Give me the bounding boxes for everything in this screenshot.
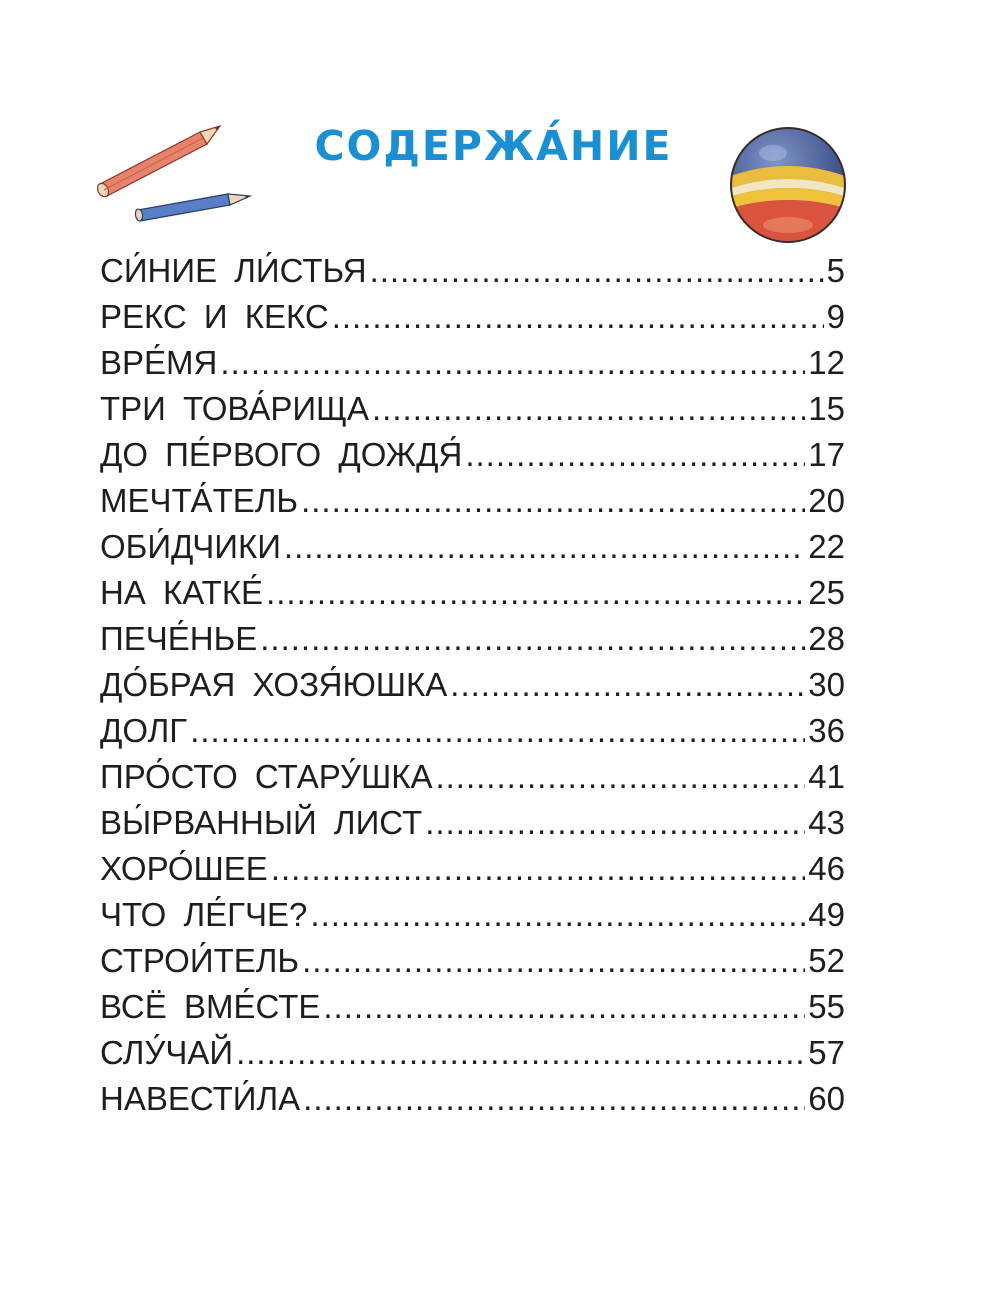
toc-entry-title: СИ́НИЕ ЛИ́СТЬЯ: [100, 252, 367, 289]
toc-entry[interactable]: [100, 478, 845, 524]
toc-entry-page: 52: [808, 942, 845, 979]
toc-dot-leader: [271, 846, 805, 892]
toc-entry-page: 36: [808, 712, 845, 749]
toc-entry[interactable]: [100, 570, 845, 616]
toc-dot-leader: [425, 800, 805, 846]
toc-entry[interactable]: [100, 524, 845, 570]
toc-dot-leader: [435, 754, 805, 800]
toc-entry-page: 46: [808, 850, 845, 887]
toc-entry-title: СТРОИ́ТЕЛЬ: [100, 942, 300, 979]
toc-entry-page: 30: [808, 666, 845, 703]
toc-dot-leader: [260, 616, 805, 662]
page-title: СОДЕРЖА́НИЕ: [314, 122, 673, 170]
toc-entry[interactable]: [100, 938, 845, 984]
toc-dot-leader: [190, 708, 805, 754]
toc-entry-page: 22: [808, 528, 845, 565]
toc-entry-page: 60: [808, 1080, 845, 1117]
toc-entry[interactable]: [100, 616, 845, 662]
toc-entry-page: 9: [826, 298, 845, 335]
toc-entry-page: 41: [808, 758, 845, 795]
toc-entry-title: ПРО́СТО СТАРУ́ШКА: [100, 758, 433, 795]
toc-entry-title: ТРИ ТОВА́РИЩА: [100, 390, 370, 427]
toc-entry[interactable]: [100, 340, 845, 386]
toc-entry[interactable]: [100, 892, 845, 938]
toc-entry-page: 49: [808, 896, 845, 933]
toc-dot-leader: [370, 248, 824, 294]
toc-entry-page: 17: [808, 436, 845, 473]
toc-entry-page: 5: [826, 252, 845, 289]
toc-entry-page: 43: [808, 804, 845, 841]
toc-entry[interactable]: [100, 294, 845, 340]
toc-entry-page: 15: [808, 390, 845, 427]
toc-entry[interactable]: [100, 386, 845, 432]
toc-entry-page: 28: [808, 620, 845, 657]
toc-dot-leader: [303, 1076, 805, 1122]
toc-entry[interactable]: [100, 248, 845, 294]
toc-entry[interactable]: [100, 1030, 845, 1076]
toc-dot-leader: [332, 294, 824, 340]
toc-entry-title: ДО ПЕ́РВОГО ДОЖДЯ́: [100, 436, 463, 473]
toc-entry-page: 25: [808, 574, 845, 611]
toc-entry-title: ДОЛГ: [100, 712, 188, 749]
toc-entry-page: 57: [808, 1034, 845, 1071]
toc-entry-title: ВЫ́РВАННЫЙ ЛИСТ: [100, 804, 423, 841]
toc-entry[interactable]: [100, 662, 845, 708]
toc-dot-leader: [310, 892, 805, 938]
toc-entry-title: ХОРО́ШЕЕ: [100, 850, 268, 887]
ball-icon: [728, 125, 848, 245]
toc-dot-leader: [284, 524, 805, 570]
toc-entry-title: НАВЕСТИ́ЛА: [100, 1080, 301, 1117]
toc-entry-title: ПЕЧЕ́НЬЕ: [100, 620, 258, 657]
toc-entry-title: ВСЁ ВМЕ́СТЕ: [100, 988, 321, 1025]
toc-entry[interactable]: [100, 1076, 845, 1122]
toc-entry-page: 20: [808, 482, 845, 519]
toc-entry[interactable]: [100, 708, 845, 754]
toc-dot-leader: [372, 386, 805, 432]
toc-entry-page: 55: [808, 988, 845, 1025]
toc-entry-title: РЕКС И КЕКС: [100, 298, 329, 335]
toc-dot-leader: [465, 432, 805, 478]
blue-pencil-icon: [135, 194, 250, 222]
toc-entry[interactable]: [100, 754, 845, 800]
table-of-contents: [100, 248, 845, 1122]
toc-dot-leader: [450, 662, 805, 708]
toc-entry-title: ДО́БРАЯ ХОЗЯ́ЮШКА: [100, 666, 448, 703]
toc-entry[interactable]: [100, 800, 845, 846]
toc-dot-leader: [323, 984, 805, 1030]
toc-entry[interactable]: [100, 846, 845, 892]
toc-dot-leader: [266, 570, 805, 616]
toc-dot-leader: [302, 938, 805, 984]
toc-entry-title: МЕЧТА́ТЕЛЬ: [100, 482, 299, 519]
toc-entry-title: ВРЕ́МЯ: [100, 344, 218, 381]
toc-entry-title: ОБИ́ДЧИКИ: [100, 528, 281, 565]
toc-entry[interactable]: [100, 984, 845, 1030]
toc-dot-leader: [236, 1030, 805, 1076]
toc-dot-leader: [301, 478, 805, 524]
toc-entry[interactable]: [100, 432, 845, 478]
toc-entry-title: НА КАТКЕ́: [100, 574, 264, 611]
toc-dot-leader: [220, 340, 805, 386]
toc-entry-title: ЧТО ЛЕ́ГЧЕ?: [100, 896, 308, 933]
toc-entry-page: 12: [808, 344, 845, 381]
toc-entry-title: СЛУ́ЧАЙ: [100, 1034, 234, 1071]
